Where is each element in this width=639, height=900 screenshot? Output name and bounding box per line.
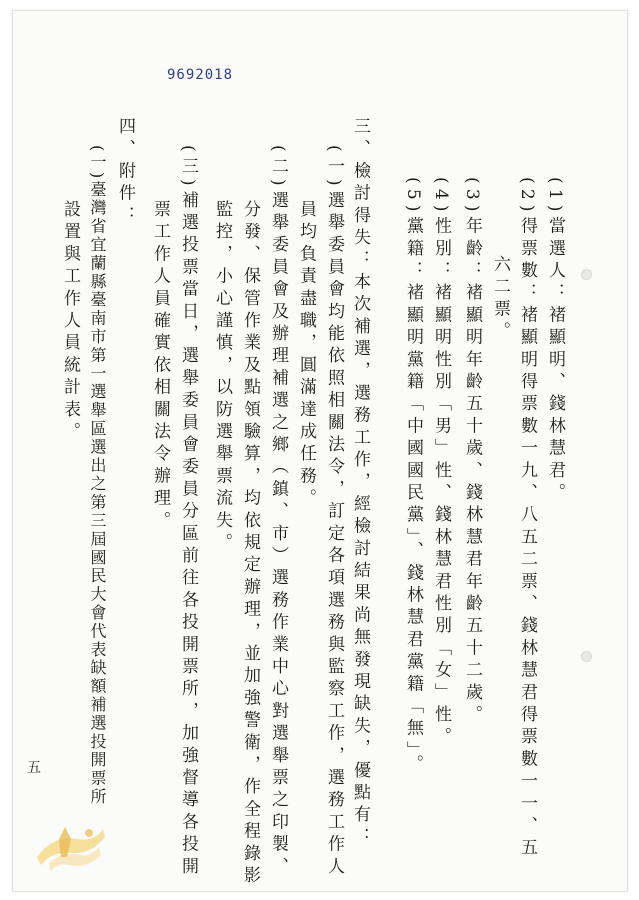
serial-number: 9692018 — [167, 67, 234, 83]
text-column-8: (一)選舉委員會均能依照相關法令，訂定各項選務與監察工作，選務工作人 — [324, 145, 344, 880]
text-column-4: (3)年齡：褚顯明年齡五十歲、錢林慧君年齡五十二歲。 — [462, 177, 482, 728]
text-column-5: (4)性別：褚顯明性別「男」性、錢林慧君性別「女」性。 — [431, 177, 451, 750]
text-column-3: 六二票。 — [490, 255, 510, 344]
text-column-6: (5)黨籍：褚顯明黨籍「中國國民黨」、錢林慧君黨籍「無」。 — [403, 177, 423, 777]
text-column-12: 監控，小心謹慎，以防選舉票流失。 — [212, 200, 232, 556]
punch-hole-top — [581, 269, 592, 280]
text-column-10: (二)選舉委員會及辦理補選之鄉（鎮、市）選務作業中心對選舉票之印製、 — [268, 145, 288, 880]
text-column-9: 員均負責盡職，圓滿達成任務。 — [296, 200, 316, 511]
document-page — [12, 10, 628, 892]
text-column-17: 設置與工作人員統計表。 — [60, 200, 80, 445]
text-column-14: 票工作人員確實依相關法令辦理。 — [150, 200, 170, 533]
text-column-11: 分發、保管作業及點領驗算，均依規定辦理，並加強警衛，作全程錄影 — [240, 200, 260, 889]
punch-hole-bottom — [581, 651, 592, 662]
text-column-2: (2)得票數：褚顯明得票數一九、八五二票、錢林慧君得票數一一、五 — [517, 177, 537, 861]
text-column-13: (三)補選投票當日，選舉委員會委員分區前往各投開票所，加強督導各投開 — [178, 145, 198, 880]
page-number: 五 — [27, 760, 41, 776]
section-4-heading: 四、附件： — [115, 117, 135, 228]
text-column-1: (1)當選人：褚顯明、錢林慧君。 — [545, 177, 565, 506]
text-column-16: (一)臺灣省宜蘭縣臺南市第一選舉區選出之第三屆國民大會代表缺額補選投開票所 — [88, 145, 107, 807]
section-3-heading: 三、檢討得失：本次補選，選務工作，經檢討結果尚無發現缺失，優點有： — [350, 117, 370, 850]
archive-logo-icon — [29, 817, 109, 879]
